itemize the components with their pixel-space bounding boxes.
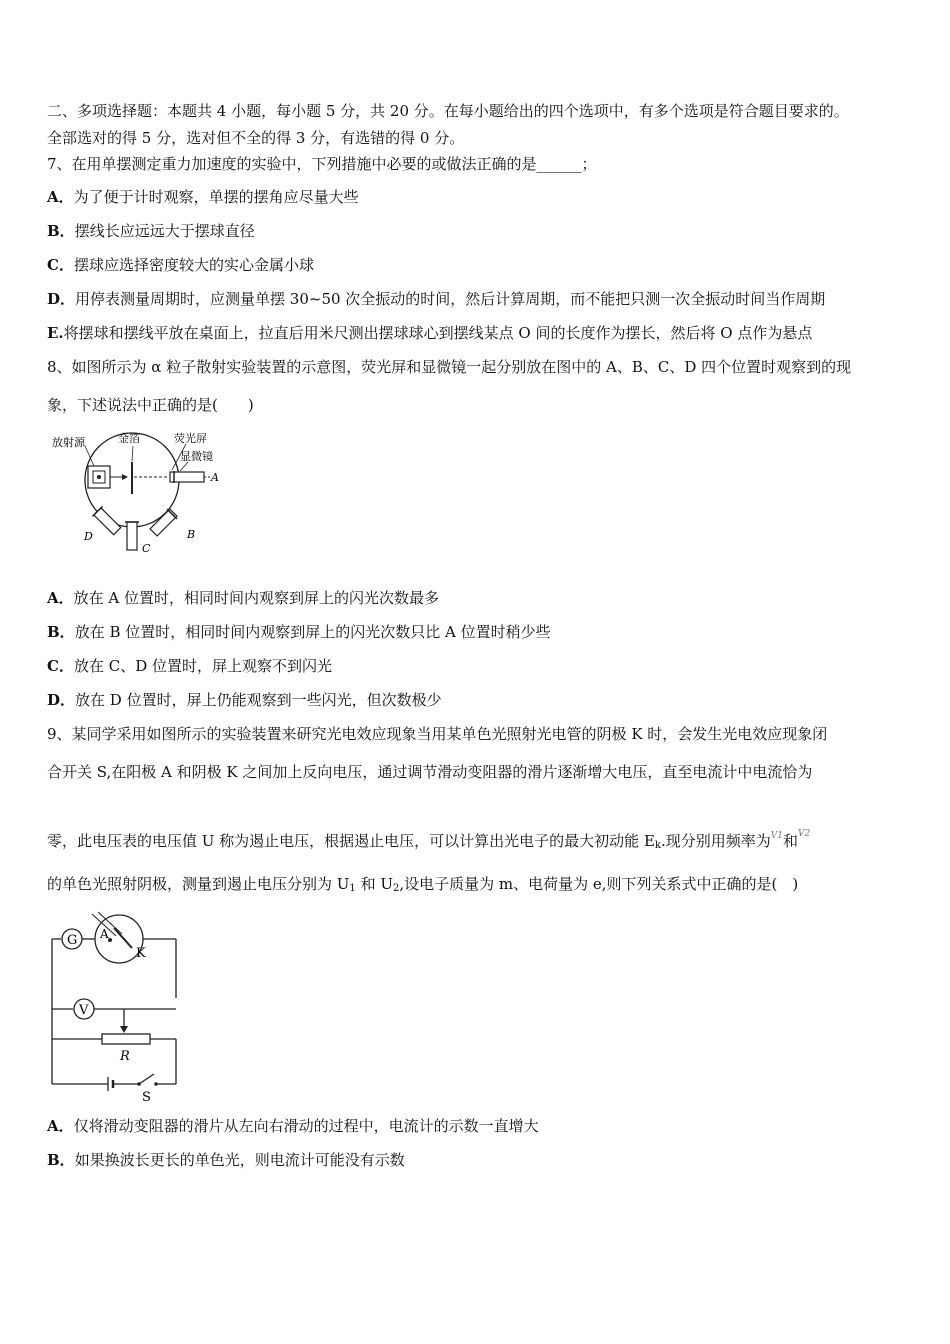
q9-stem-line-4-b: 和 U <box>355 875 393 893</box>
label-source: 放射源 <box>52 436 85 449</box>
q7-option-b-key: B． <box>47 222 75 240</box>
q8-option-a-text: 放在 A 位置时，相同时间内观察到屏上的闪光次数最多 <box>73 589 440 607</box>
q8-option-c <box>47 656 332 676</box>
rheostat <box>102 1034 150 1044</box>
q7-option-e-text: 将摆球和摆线平放在桌面上，拉直后用米尺测出摆球球心到摆线某点 O 间的长度作为摆长，然后将 O 点作为悬点 <box>63 324 813 342</box>
q8-option-b <box>47 622 551 642</box>
q7-option-b <box>47 221 255 241</box>
label-foil: 金箔 <box>118 432 140 445</box>
label-screen: 荧光屏 <box>174 432 207 445</box>
u1-subscript: 1 <box>349 883 356 894</box>
q9-stem-line-1: 9、某同学采用如图所示的实验装置来研究光电效应现象当用某单色光照射光电管的阴极 K 时，会发生光电效应现象闭 <box>47 725 828 743</box>
label-v: V <box>79 1003 89 1018</box>
q9-option-a-text: 仅将滑动变阻器的滑片从左向右滑动的过程中，电流计的示数一直增大 <box>73 1117 539 1135</box>
label-b: B <box>187 528 196 541</box>
q9-option-b-text: 如果换波长更长的单色光，则电流计可能没有示数 <box>74 1151 405 1169</box>
q8-stem-line-1: 8、如图所示为 α 粒子散射实验装置的示意图，荧光屏和显微镜一起分别放在图中的 A、B、C、D 四个位置时观察到的现 <box>47 358 852 376</box>
microscope-leader <box>180 462 188 471</box>
q9-stem-line-4-c: ,设电子质量为 m、电荷量为 e,则下列关系式中正确的是( ) <box>399 875 799 893</box>
section-instruction-line-1: 二、多项选择题：本题共 4 小题，每小题 5 分，共 20 分。在每小题给出的四个选项中，有多个选项是符合题目要求的。 <box>47 102 849 120</box>
q9-stem-line-4-a: 的单色光照射阴极，测量到遏止电压分别为 U <box>47 875 350 893</box>
label-d: D <box>84 530 93 543</box>
nu2-symbol: V2 <box>798 829 811 839</box>
q7-option-d <box>47 289 825 309</box>
q8-option-a <box>47 588 439 608</box>
q8-option-d-key: D． <box>47 691 76 709</box>
q9-stem-line-3-text: 零，此电压表的电压值 U 称为遏止电压，根据遏止电压，可以计算出光电子的最大初动能 E <box>47 832 655 850</box>
microscope-c <box>125 522 139 550</box>
q7-option-e <box>47 323 812 343</box>
q7-option-c <box>47 255 314 275</box>
q8-option-c-key: C． <box>47 657 74 675</box>
q8-option-d-text: 放在 D 位置时，屏上仍能观察到一些闪光，但次数极少 <box>75 691 442 709</box>
q9-option-a-key: A． <box>47 1117 74 1135</box>
label-a: A <box>100 927 109 941</box>
q9-option-b <box>47 1150 405 1170</box>
q9-and-word: 和 <box>782 832 798 850</box>
q7-option-d-key: D． <box>47 290 76 308</box>
q9-stem-line-4 <box>47 874 798 899</box>
section-instruction-line-2: 全部选对的得 5 分，选对但不全的得 3 分，有选错的得 0 分。 <box>47 129 465 147</box>
photoelectric-circuit-figure <box>44 908 184 1104</box>
foil-leader <box>132 446 133 461</box>
u2-subscript: 2 <box>392 883 400 894</box>
q7-option-c-key: C． <box>47 256 74 274</box>
q7-option-d-text: 用停表测量周期时，应测量单摆 30~50 次全振动的时间，然后计算周期，而不能把只测一次全振动时间当作周期 <box>75 290 826 308</box>
q9-stem-line-2: 合开关 S,在阳极 A 和阴极 K 之间加上反向电压，通过调节滑动变阻器的滑片逐渐增大电压，直至电流计中电流恰为 <box>47 763 813 781</box>
source-leader <box>85 446 94 466</box>
q8-option-d <box>47 690 442 710</box>
q8-option-c-text: 放在 C、D 位置时，屏上观察不到闪光 <box>73 657 332 675</box>
q8-option-a-key: A． <box>47 589 74 607</box>
label-a: A <box>211 471 219 484</box>
label-s: S <box>142 1090 151 1104</box>
microscope-a <box>170 472 204 482</box>
q7-stem: 7、在用单摆测定重力加速度的实验中，下列措施中必要的或做法正确的是______； <box>47 155 597 173</box>
label-r: R <box>120 1049 130 1064</box>
label-c: C <box>142 542 151 555</box>
q8-option-b-key: B． <box>47 623 75 641</box>
q7-option-a-key: A． <box>47 188 74 206</box>
q9-stem-line-3 <box>47 824 810 856</box>
label-k: K <box>136 946 146 961</box>
beam-arrow-head <box>122 474 128 480</box>
q7-option-c-text: 摆球应选择密度较大的实心金属小球 <box>73 256 314 274</box>
q9-stem-line-3-tail: .现分别用频率为 <box>660 832 771 850</box>
q7-option-a-text: 为了便于计时观察，单摆的摆角应尽量大些 <box>73 188 359 206</box>
label-g: G <box>67 933 78 948</box>
q7-option-e-key: E. <box>47 324 64 342</box>
label-microscope: 显微镜 <box>180 450 213 463</box>
microscope-d <box>92 506 122 536</box>
alpha-scattering-figure <box>46 428 231 558</box>
source-point <box>97 475 101 479</box>
q9-ek-subscript: k <box>654 840 661 851</box>
q8-option-b-text: 放在 B 位置时，相同时间内观察到屏上的闪光次数只比 A 位置时稍少些 <box>74 623 551 641</box>
q7-option-a <box>47 187 359 207</box>
slider-arrow <box>120 1026 128 1033</box>
q7-option-b-text: 摆线长应远远大于摆球直径 <box>74 222 255 240</box>
q8-stem-line-2: 象，下述说法中正确的是( ) <box>47 396 254 414</box>
q9-option-a <box>47 1116 539 1136</box>
q9-option-b-key: B． <box>47 1151 75 1169</box>
nu1-symbol: V1 <box>770 831 783 841</box>
switch-blade <box>139 1074 154 1084</box>
